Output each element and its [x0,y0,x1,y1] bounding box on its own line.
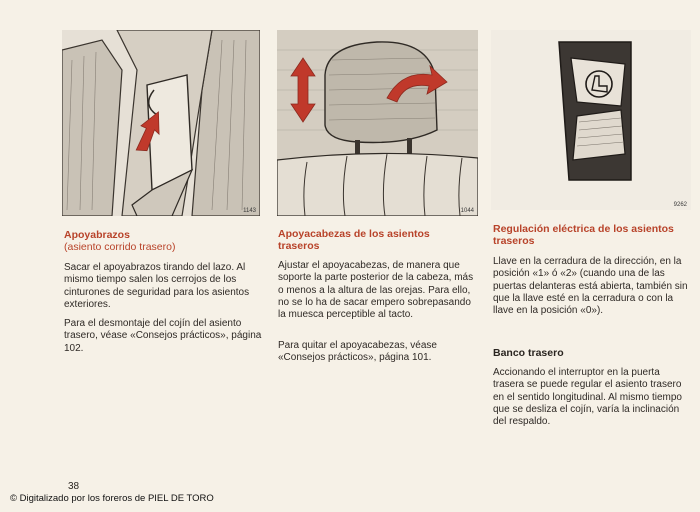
figure-armrest [62,30,260,216]
figure-number: 9262 [673,202,687,208]
armrest-heading: Apoyabrazos [64,229,130,241]
figure-number: 1143 [243,208,256,214]
armrest-paragraph-2: Para el desmontaje del cojín del asiento trasero, véase «Consejos prácticos», página 102. [64,318,262,354]
headrest-paragraph-1: Ajustar el apoyacabezas, de manera que soporte la parte posterior de la cabeza, más o menos a la altura de las orejas. Para ello, no se lo ha de sacar empero sobrepasando la muesca perceptible al tacto. [278,260,474,321]
headrest-paragraph-2: Para quitar el apoyacabezas, véase «Consejos prácticos», página 101. [278,340,437,364]
headrest-illustration [277,30,478,216]
figure-seat-switch [491,30,691,210]
headrest-heading: Apoyacabezas de los asientos traseros [278,228,430,252]
electric-seat-paragraph-1: Llave en la cerradura de la dirección, en la posición «1» ó «2» (cuando una de las puertas delanteras está abierta, también sin que la llave esté en la cerradura o con la llave en la posición «0»). [493,256,688,317]
figure-number: 1044 [460,208,474,214]
rear-bench-subheading: Banco trasero [493,347,564,359]
electric-seat-heading: Regulación eléctrica de los asientos traseros [493,223,674,247]
rear-bench-paragraph: Accionando el interruptor en la puerta trasera se puede regular el asiento trasero en el sentido longitudinal. Al mismo tiempo que se desliza el cojín, varía la inclinación del respaldo. [493,367,682,428]
page-number: 38 [68,481,80,492]
seat-switch-illustration [491,30,691,210]
digitization-credit: © Digitalizado por los foreros de PIEL DE TORO [10,493,214,504]
armrest-illustration [62,30,260,216]
figure-headrest [277,30,478,216]
armrest-subheading: (asiento corrido trasero) [64,241,176,253]
armrest-paragraph-1: Sacar el apoyabrazos tirando del lazo. Al mismo tiempo salen los cerrojos de los cinturones de seguridad para los asientos exteriores. [64,262,250,310]
